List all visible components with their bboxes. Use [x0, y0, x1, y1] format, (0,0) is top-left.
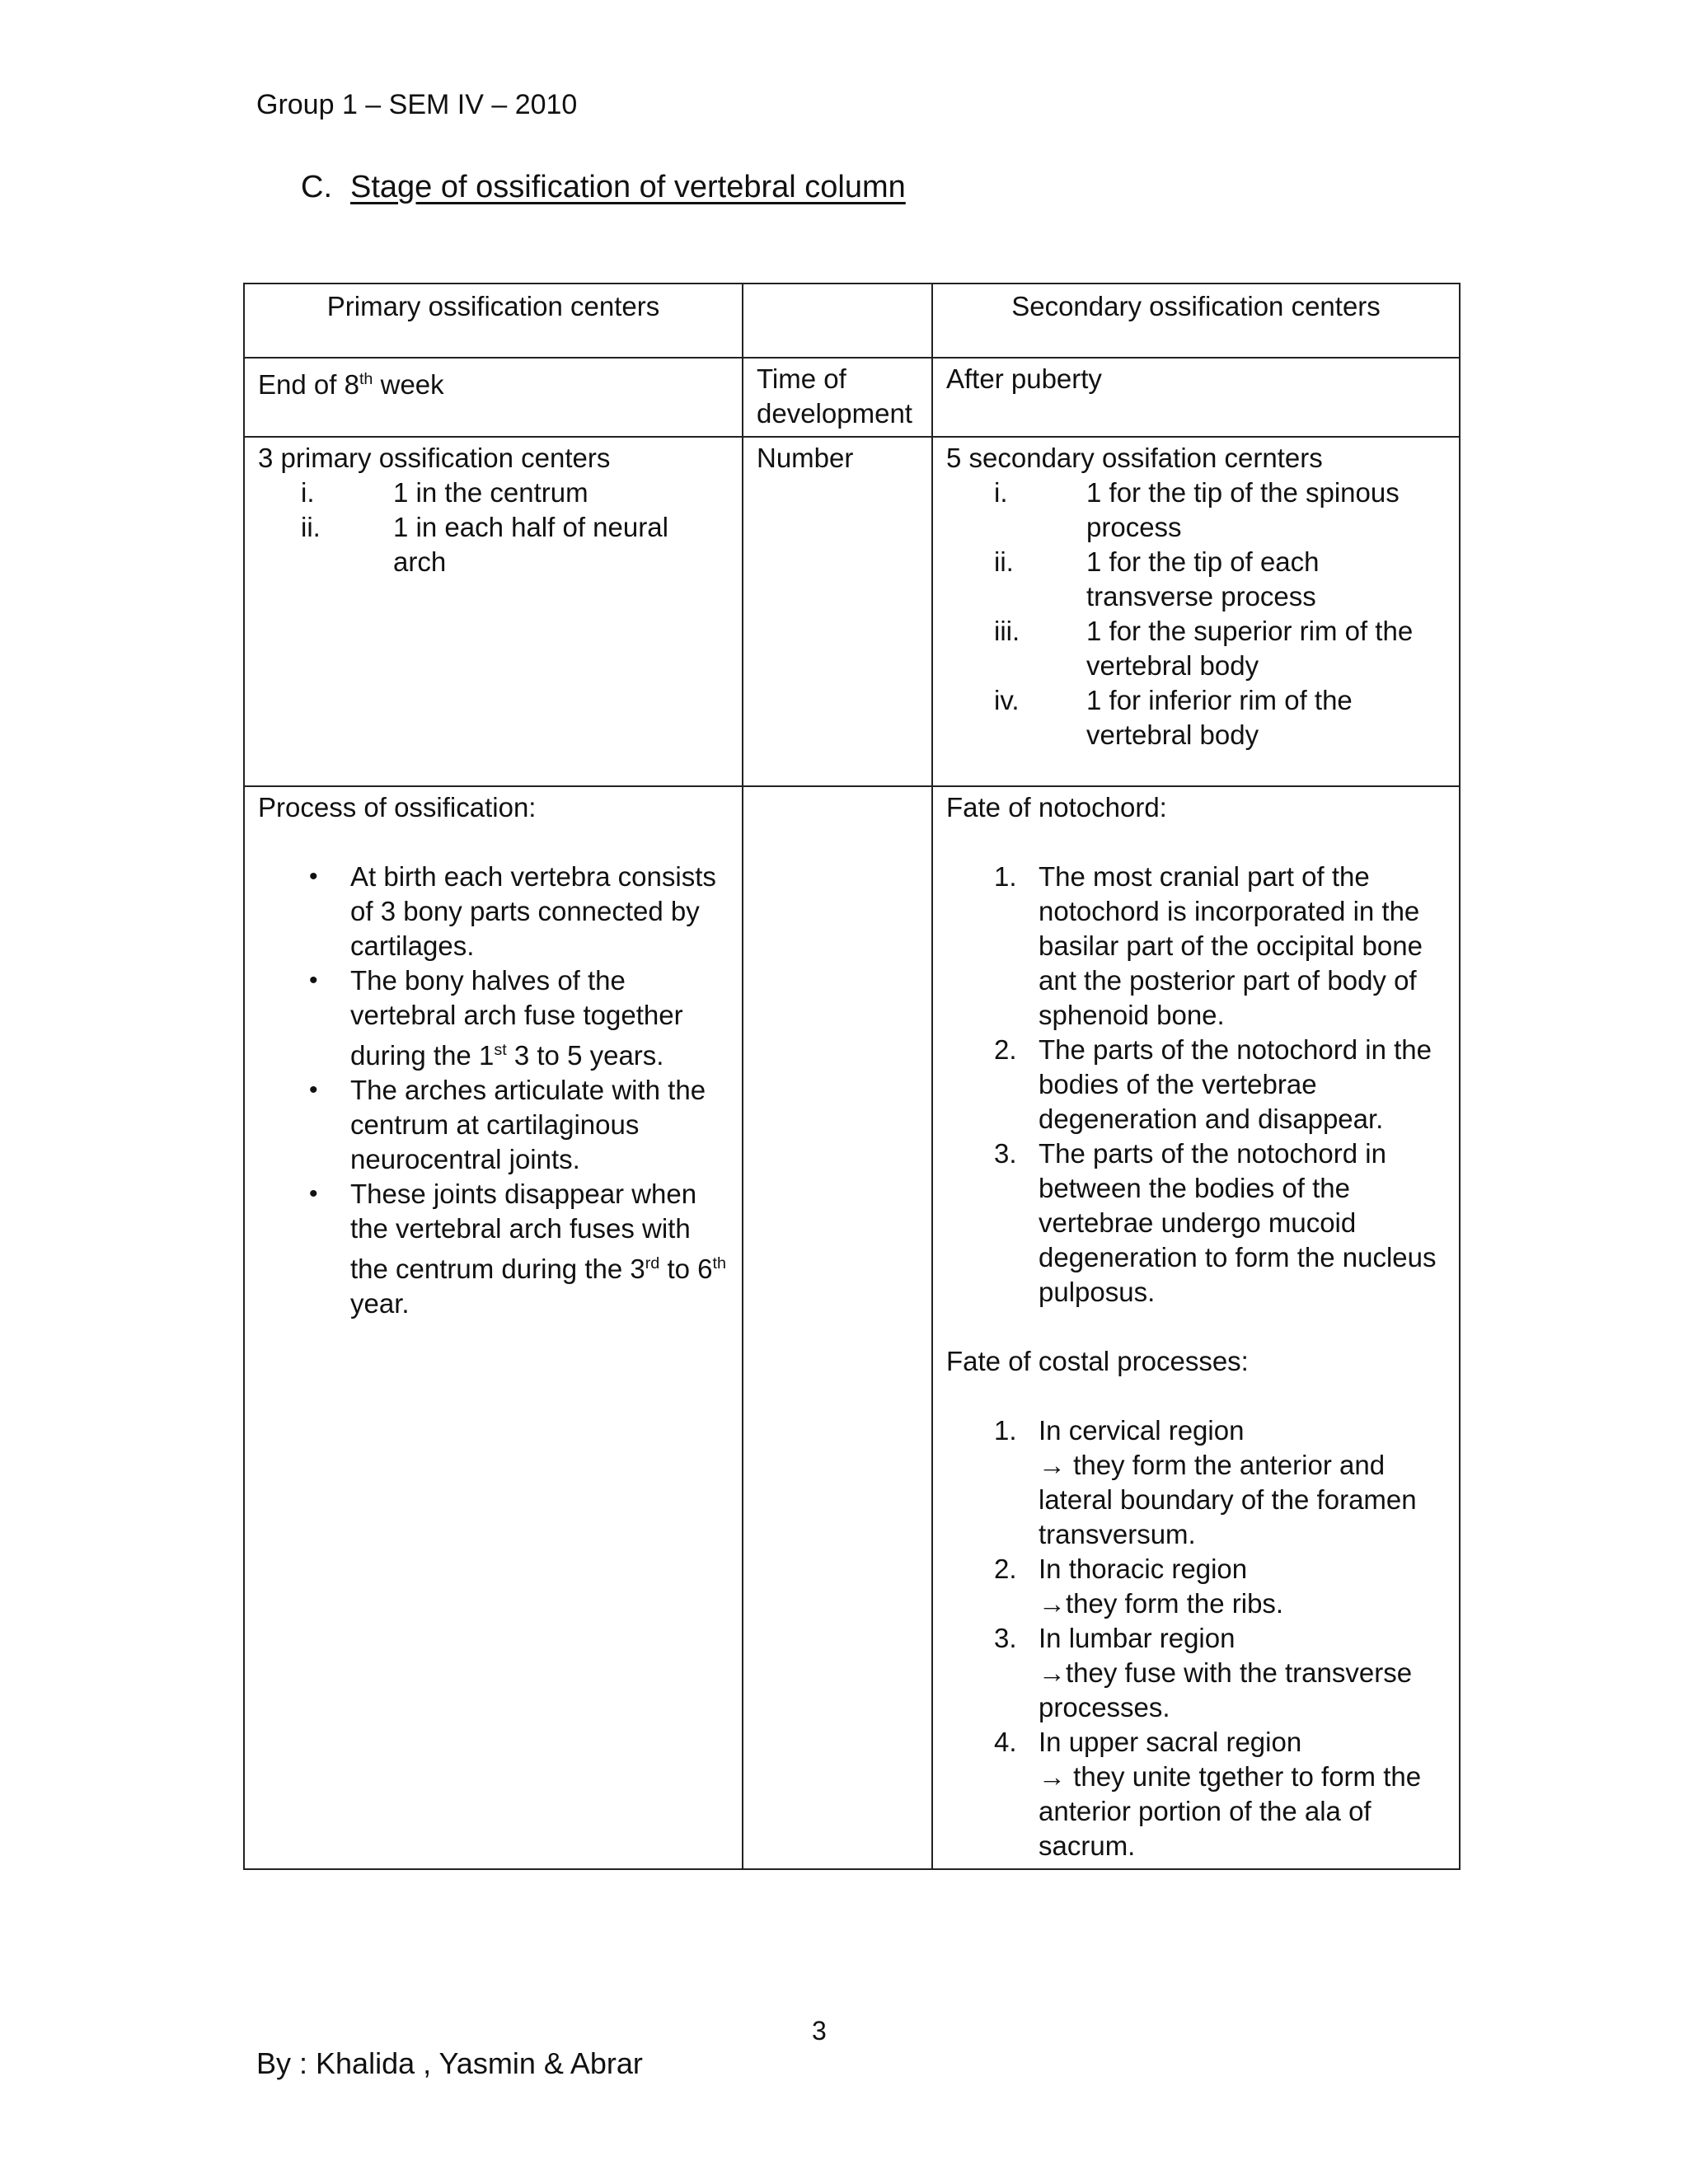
section-letter: C.	[301, 170, 332, 204]
list-number: iv.	[994, 685, 1020, 715]
list-number: 1.	[994, 1415, 1017, 1446]
costal-outcome: →they fuse with the transverse processes.	[1039, 1657, 1413, 1722]
costal-outcome: →they form the ribs.	[1039, 1588, 1284, 1619]
header-middle	[743, 284, 932, 358]
notochord-list	[946, 860, 1446, 1310]
secondary-center-item	[994, 614, 1446, 683]
notochord-item	[946, 860, 1446, 1033]
table-header-row	[244, 284, 1460, 358]
ossification-table	[243, 283, 1461, 1870]
table-row-number	[244, 437, 1460, 786]
primary-time-text: End of 8th week	[258, 369, 444, 400]
bullet-icon: •	[309, 1076, 318, 1104]
costal-title: Fate of costal processes:	[946, 1346, 1249, 1376]
costal-fate	[1039, 1621, 1446, 1725]
notochord-title: Fate of notochord:	[946, 792, 1167, 823]
list-text: The parts of the notochord in between the bodies of the vertebrae undergo mucoid degeneration to form the nucleus pulposus.	[1039, 1138, 1437, 1307]
costal-region: In lumbar region	[1039, 1623, 1236, 1653]
costal-outcome: → they unite tgether to form the anterior portion of the ala of sacrum.	[1039, 1761, 1422, 1861]
process-bullet-item	[258, 1073, 729, 1177]
cell-number-label: Number	[743, 437, 932, 786]
list-number: 1.	[994, 861, 1017, 892]
costal-fate	[1039, 1725, 1446, 1863]
header-primary: Primary ossification centers	[244, 284, 743, 358]
secondary-center-item	[994, 683, 1446, 752]
costal-item	[946, 1621, 1446, 1725]
table-row-process	[244, 786, 1460, 1869]
list-text: The parts of the notochord in the bodies of the vertebrae degeneration and disappear.	[1039, 1034, 1432, 1134]
list-number: 2.	[994, 1034, 1017, 1065]
bullet-icon: •	[309, 967, 318, 994]
cell-time-label: Time of development	[743, 358, 932, 437]
list-text: 1 for the tip of each transverse process	[1086, 546, 1320, 612]
notochord-item	[946, 1033, 1446, 1137]
list-text: 1 for the superior rim of the vertebral body	[1086, 616, 1414, 681]
list-text: 1 for the tip of the spinous process	[1086, 477, 1400, 542]
table-row-time	[244, 358, 1460, 437]
primary-number-intro: 3 primary ossification centers	[258, 443, 611, 473]
page-footer: By : Khalida , Yasmin & Abrar	[256, 2046, 643, 2080]
secondary-center-item	[994, 545, 1446, 614]
bullet-icon: •	[309, 1180, 318, 1207]
costal-item	[946, 1413, 1446, 1552]
costal-outcome: → they form the anterior and lateral boundary of the foramen transversum.	[1039, 1450, 1417, 1549]
list-number: 4.	[994, 1727, 1017, 1757]
process-bullet-list	[258, 860, 729, 1321]
bullet-text: At birth each vertebra consists of 3 bony parts connected by cartilages.	[350, 861, 716, 961]
secondary-centers-list	[994, 476, 1446, 752]
page-number: 3	[812, 2016, 827, 2046]
list-text: The most cranial part of the notochord is incorporated in the basilar part of the occipital bone ant the posterior part of body of sphenoid bone.	[1039, 861, 1423, 1030]
process-bullet-item	[258, 860, 729, 963]
list-text: 1 in the centrum	[393, 477, 588, 508]
list-number: ii.	[301, 512, 321, 542]
primary-center-item	[301, 510, 729, 579]
cell-primary-time	[244, 358, 743, 437]
list-number: 3.	[994, 1623, 1017, 1653]
list-number: iii.	[994, 616, 1020, 646]
process-bullet-item	[258, 963, 729, 1073]
process-title: Process of ossification:	[258, 792, 537, 823]
page-header: Group 1 – SEM IV – 2010	[256, 89, 578, 120]
list-text: 1 for inferior rim of the vertebral body	[1086, 685, 1353, 750]
costal-item	[946, 1552, 1446, 1621]
costal-fate	[1039, 1552, 1446, 1621]
cell-primary-number	[244, 437, 743, 786]
list-number: 2.	[994, 1554, 1017, 1584]
cell-fates	[932, 786, 1460, 1869]
cell-process-of-ossification	[244, 786, 743, 1869]
list-number: 3.	[994, 1138, 1017, 1169]
list-number: i.	[301, 477, 315, 508]
list-number: ii.	[994, 546, 1014, 577]
costal-region: In thoracic region	[1039, 1554, 1248, 1584]
costal-region: In cervical region	[1039, 1415, 1245, 1446]
notochord-item	[946, 1137, 1446, 1310]
cell-process-middle	[743, 786, 932, 1869]
costal-fate	[1039, 1413, 1446, 1552]
costal-region: In upper sacral region	[1039, 1727, 1302, 1757]
bullet-text: The bony halves of the vertebral arch fuse together during the 1st 3 to 5 years.	[350, 965, 683, 1071]
costal-item	[946, 1725, 1446, 1863]
costal-list	[946, 1413, 1446, 1863]
primary-centers-list	[301, 476, 729, 579]
secondary-center-item	[994, 476, 1446, 545]
list-text: 1 in each half of neural arch	[393, 512, 668, 577]
secondary-number-intro: 5 secondary ossifation cernters	[946, 443, 1323, 473]
section-heading	[301, 170, 906, 205]
list-number: i.	[994, 477, 1008, 508]
bullet-icon: •	[309, 863, 318, 890]
bullet-text: The arches articulate with the centrum at cartilaginous neurocentral joints.	[350, 1075, 706, 1174]
cell-secondary-time: After puberty	[932, 358, 1460, 437]
section-title: Stage of ossification of vertebral column	[350, 170, 906, 204]
bullet-text: These joints disappear when the vertebral arch fuses with the centrum during the 3rd to 6th year.	[350, 1179, 727, 1319]
process-bullet-item	[258, 1177, 729, 1321]
primary-center-item	[301, 476, 729, 510]
cell-secondary-number	[932, 437, 1460, 786]
header-secondary: Secondary ossification centers	[932, 284, 1460, 358]
